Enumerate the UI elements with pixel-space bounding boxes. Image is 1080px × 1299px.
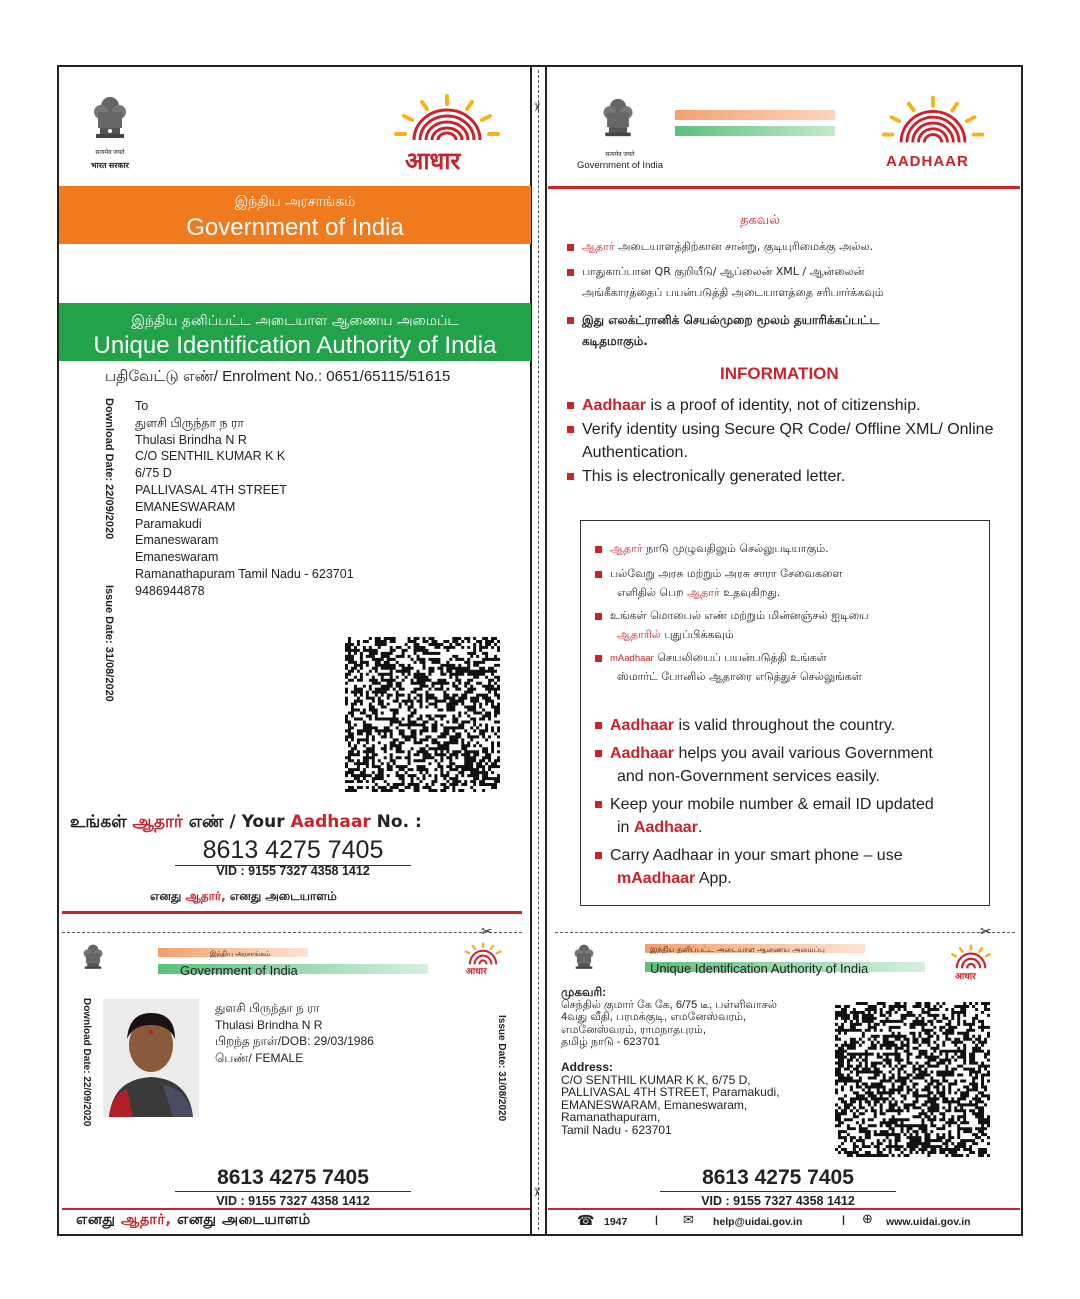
label-part: எண் / Your <box>188 812 285 832</box>
box-text: புதுப்பிக்கவும் <box>660 628 734 641</box>
enrolment-number: பதிவேட்டு எண்/ Enrolment No.: 0651/65115/51615 <box>105 368 451 385</box>
info-text: Verify identity using Secure QR Code/ Offline XML/ Online <box>582 421 994 438</box>
info-text: Aadhaar <box>582 397 647 414</box>
globe-icon: ⊕ <box>862 1212 873 1227</box>
aadhaar-number: 8613 4275 7405 <box>175 836 411 866</box>
box-point <box>595 847 903 865</box>
box-point <box>595 745 933 763</box>
card-address-english <box>561 1061 780 1136</box>
box-text: உங்கள் மொபைல் எண் மற்றும் மின்னஞ்சல் ஐடியை <box>610 609 869 622</box>
box-text: in <box>617 819 634 836</box>
cut-line-left <box>62 932 522 933</box>
label-part: உங்கள் <box>70 812 127 832</box>
bullet-icon <box>567 317 574 324</box>
cut-line-vertical <box>538 70 539 1230</box>
aadhaar-logo-text: AADHAAR <box>886 153 969 170</box>
scissors-icon: ✂ <box>481 924 493 940</box>
card-vid: VID : 9155 7327 4358 1412 <box>216 1194 370 1208</box>
bullet-icon <box>595 546 602 553</box>
box-text: Aadhaar <box>610 717 675 734</box>
box-text: . <box>697 819 703 836</box>
box-text: ஆதார் <box>687 586 720 599</box>
address-line: 6/75 D <box>135 466 172 481</box>
bullet-icon <box>567 402 574 409</box>
issue-date: Issue Date: 31/08/2020 <box>103 585 115 702</box>
qr-code <box>345 637 500 792</box>
card-address-tamil <box>561 986 777 1049</box>
info-tamil-point-cont: கடிதமாகும். <box>582 334 648 348</box>
box-text: செயலியைப் பயன்படுத்தி உங்கள் <box>653 651 827 664</box>
address-line: EMANESWARAM <box>135 499 236 514</box>
address-line: Paramakudi <box>135 516 202 531</box>
box-point-cont: and non-Government services easily. <box>617 768 880 785</box>
box-text: App. <box>695 870 732 887</box>
address-line: Emaneswaram <box>135 533 219 548</box>
your-aadhaar-label <box>70 812 422 834</box>
footer-phone: 1947 <box>604 1216 628 1228</box>
gov-band <box>59 186 531 244</box>
uidai-tamil: இந்திய தனிப்பட்ட அடையாள ஆணைய அமைப்ட <box>131 313 459 329</box>
bullet-icon <box>595 613 602 620</box>
box-text: mAadhaar <box>610 653 654 664</box>
address-line: Tamil Nadu - 623701 <box>561 1122 672 1137</box>
card-download-date: Download Date: 22/09/2020 <box>81 998 92 1127</box>
scissors-icon: ✂ <box>980 924 992 940</box>
cut-line-right <box>555 932 1015 933</box>
emblem-caption: भारत सरकार <box>91 161 129 170</box>
phone-icon: ☎ <box>577 1213 595 1229</box>
tagline-part: ஆதார், <box>185 889 226 903</box>
box-text: உதவுகிறது. <box>719 586 781 599</box>
card-back-vid: VID : 9155 7327 4358 1412 <box>701 1194 855 1208</box>
box-text: Carry Aadhaar in your smart phone – use <box>610 847 903 864</box>
emblem-icon <box>571 940 597 974</box>
address-line: Emaneswaram <box>135 550 219 565</box>
footer-email[interactable]: help@uidai.gov.in <box>713 1216 803 1228</box>
emblem-icon <box>80 940 106 974</box>
tagline-part: எனது <box>150 889 182 903</box>
bullet-icon <box>595 750 602 757</box>
box-text: Aadhaar <box>610 745 675 762</box>
uidai-english: Unique Identification Authority of India <box>93 332 497 359</box>
uidai-band <box>59 303 531 361</box>
bullet-icon <box>567 426 574 433</box>
tagline-part: எனது அடையாளம் <box>229 889 337 903</box>
box-text: helps you avail various Government <box>674 745 933 762</box>
bullet-icon <box>595 655 602 662</box>
aadhaar-logo-text: आधार <box>405 147 461 175</box>
red-divider <box>62 911 522 914</box>
name-tamil: துளசி பிருந்தா ந ரா <box>215 1001 320 1015</box>
holder-photo <box>103 999 199 1117</box>
card-back-aadhaar-number: 8613 4275 7405 <box>660 1166 896 1192</box>
flag-stripe-green <box>675 126 835 136</box>
box-point <box>595 717 895 735</box>
box-text: is valid throughout the country. <box>674 717 896 734</box>
card-holder-details <box>215 1000 374 1066</box>
label-part: Aadhaar <box>290 812 371 832</box>
scissors-icon: ✂ <box>530 101 545 113</box>
box-tamil-point <box>595 542 829 557</box>
info-tamil-point <box>567 240 873 255</box>
bullet-icon <box>595 801 602 808</box>
info-tamil-point <box>567 265 864 280</box>
card-issue-date: Issue Date: 31/08/2020 <box>496 1015 507 1122</box>
tagline-part: எனது <box>76 1212 116 1228</box>
address-line: தமிழ் நாடு - 623701 <box>561 1036 661 1048</box>
qr-code <box>835 1002 990 1157</box>
info-point <box>567 397 921 415</box>
tagline-part: ஆதார், <box>121 1212 172 1228</box>
gov-tamil: இந்திய அரசாங்கம் <box>234 194 356 210</box>
bullet-icon <box>595 722 602 729</box>
info-point-cont: Authentication. <box>582 444 688 461</box>
box-tamil-point <box>595 651 827 666</box>
card-tagline <box>76 1212 311 1230</box>
address-line: Ramanathapuram, <box>561 1110 661 1124</box>
info-tamil-point <box>567 313 879 329</box>
aadhaar-logo-text: आधार <box>955 972 976 982</box>
box-text: பல்வேறு அரசு மற்றும் அரசு சாரா சேவைகளை <box>610 567 843 580</box>
address-label: முகவரி: <box>561 985 607 999</box>
emblem-motto: सत्यमेव जयते <box>95 150 125 156</box>
footer-separator: | <box>842 1214 845 1226</box>
box-text: Aadhaar <box>633 819 698 836</box>
address-line: துளசி பிருந்தா ந ரா <box>135 415 245 430</box>
info-tamil-point-cont: அங்கீகாரத்தைப் பயன்படுத்தி அடையாளத்தை சரிபார்க்கவும் <box>582 286 884 299</box>
red-divider <box>548 1208 1020 1210</box>
box-point-cont <box>617 819 702 837</box>
label-part: No. : <box>376 812 422 832</box>
box-text: Keep your mobile number & email ID updated <box>610 796 934 813</box>
bullet-icon <box>567 473 574 480</box>
box-tamil-point-cont <box>617 586 780 601</box>
address-line: 4வது வீதி, பரமக்குடி, எமனேஸ்வரம், <box>561 1011 747 1023</box>
vid-number: VID : 9155 7327 4358 1412 <box>216 864 370 878</box>
box-tamil-point <box>595 567 842 582</box>
card-uidai-tamil: இந்திய தனிப்பட்ட அடையாள ஆணைய அமைப்பு <box>650 945 825 954</box>
info-heading-tamil: தகவல் <box>740 213 781 228</box>
qr-modules <box>345 637 500 792</box>
card-gov-tamil: இந்திய அரசாங்கம் <box>210 950 271 958</box>
info-point <box>567 468 845 486</box>
bullet-icon <box>567 269 574 276</box>
emblem-motto: सत्यमेव जयते <box>605 152 635 158</box>
gender: பெண்/ FEMALE <box>215 1050 304 1065</box>
address-line: C/O SENTHIL KUMAR K K, 6/75 D, <box>561 1072 751 1087</box>
address-label: Address: <box>561 1060 614 1074</box>
download-date: Download Date: 22/09/2020 <box>103 398 115 540</box>
footer-separator: | <box>655 1214 658 1226</box>
info-heading-english: INFORMATION <box>720 364 839 383</box>
emblem-icon <box>598 92 638 144</box>
info-text: இது எலக்ட்ரானிக் செயல்முறை மூலம் தயாரிக்கப்பட்ட <box>582 313 880 327</box>
red-header-line <box>548 186 1020 189</box>
aadhaar-logo-text: आधार <box>466 967 487 977</box>
footer-website[interactable]: www.uidai.gov.in <box>886 1216 971 1228</box>
box-text: mAadhaar <box>617 870 696 887</box>
bullet-icon <box>567 244 574 251</box>
address-line: C/O SENTHIL KUMAR K K <box>135 449 286 464</box>
email-icon: ✉ <box>683 1213 694 1228</box>
address-line: PALLIVASAL 4TH STREET <box>135 482 287 497</box>
card-uidai-english: Unique Identification Authority of India <box>650 961 869 976</box>
info-text: This is electronically generated letter. <box>582 468 846 485</box>
card-gov-english: Government of India <box>180 963 298 978</box>
box-tamil-point <box>595 609 869 624</box>
box-text: ஆதாரில் <box>617 628 661 641</box>
aadhaar-logo-icon <box>878 94 988 156</box>
red-divider <box>62 1208 530 1210</box>
address-line: To <box>135 399 149 413</box>
box-text: ஆதார் <box>610 542 643 555</box>
flag-stripe-orange <box>675 110 835 120</box>
address-line: Thulasi Brindha N R <box>135 432 247 447</box>
tagline-part: எனது அடையாளம் <box>177 1212 311 1228</box>
emblem-icon <box>88 90 132 146</box>
info-text: ஆதார் <box>582 240 615 253</box>
dob: பிறந்த நாள்/DOB: 29/03/1986 <box>215 1034 374 1048</box>
address-line: Ramanathapuram Tamil Nadu - 623701 <box>135 566 354 581</box>
gov-english: Government of India <box>186 214 404 241</box>
info-text: பாதுகாப்பான QR குறியீடு/ ஆப்லைன் XML / ஆன்லைன் <box>582 265 865 278</box>
address-block <box>135 398 354 600</box>
name-english: Thulasi Brindha N R <box>215 1017 323 1032</box>
box-text: எளிதில் பெற <box>617 586 688 599</box>
label-part: ஆதார் <box>132 812 183 832</box>
bullet-icon <box>595 852 602 859</box>
box-tamil-point-cont <box>617 628 734 643</box>
card-aadhaar-number: 8613 4275 7405 <box>175 1166 411 1192</box>
qr-modules <box>835 1002 990 1157</box>
address-line: செந்தில் குமார் கே கே, 6/75 டீ, பள்ளிவாசல் <box>561 998 777 1011</box>
info-text: அடையாளத்திற்கான சான்று, குடியுரிமைக்கு அல்ல. <box>614 240 874 253</box>
info-text: is a proof of identity, not of citizenship. <box>646 397 921 414</box>
box-point <box>595 796 934 814</box>
tagline <box>150 889 337 905</box>
address-line: எமனேஸ்வரம், ராமநாதபுரம், <box>561 1023 706 1036</box>
divider-right <box>545 65 547 1236</box>
bullet-icon <box>595 571 602 578</box>
address-line: 9486944878 <box>135 583 205 598</box>
address-line: EMANESWARAM, Emaneswaram, <box>561 1097 748 1112</box>
box-text: நாடு முழுவதிலும் செல்லுபடியாகும். <box>642 542 829 555</box>
box-point-cont <box>617 870 732 888</box>
address-line: PALLIVASAL 4TH STREET, Paramakudi, <box>561 1085 780 1099</box>
info-point <box>567 421 993 439</box>
emblem-caption: Government of India <box>576 160 664 171</box>
box-tamil-point-cont: ஸ்மார்ட் போனில் ஆதாரை எடுத்துச் செல்லுங்கள் <box>617 670 862 683</box>
scissors-icon: ✂ <box>530 1186 545 1198</box>
